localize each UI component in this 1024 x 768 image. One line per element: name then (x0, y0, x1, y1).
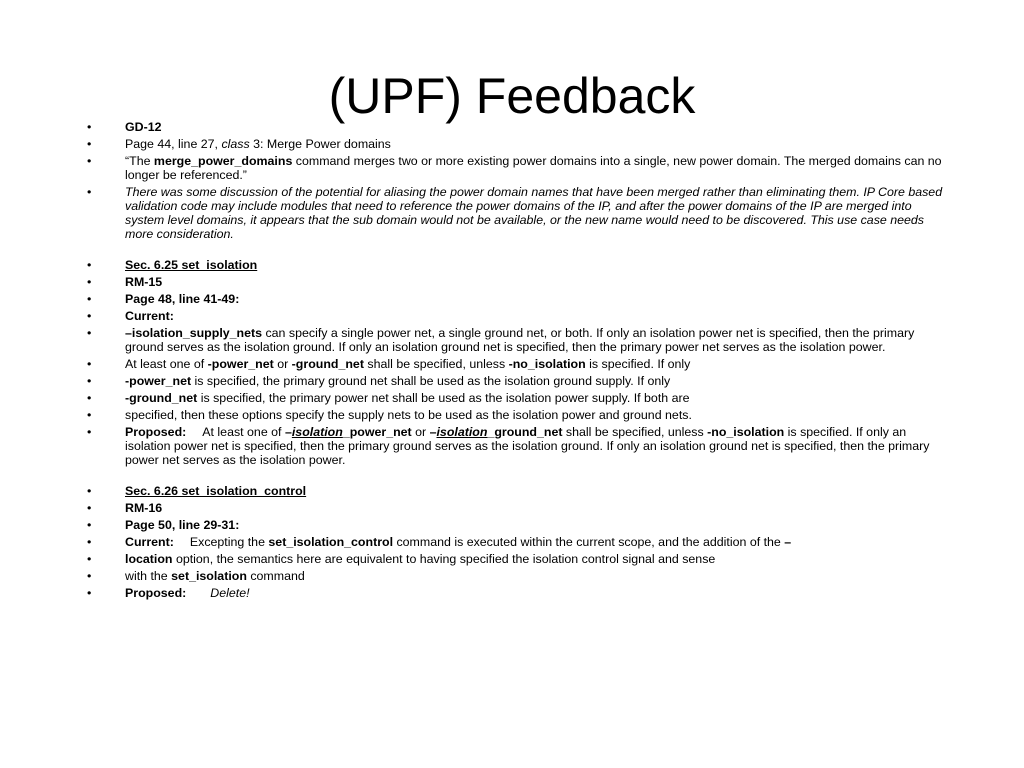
list-item: • -power_net is specified, the primary ground net shall be used as the isolation ground supply. If only (87, 374, 947, 388)
list-item: • with the set_isolation command (87, 569, 947, 583)
list-item: • “The merge_power_domains command merges two or more existing power domains into a single, new power domain. The merged domains can no longer be referenced.” (87, 154, 947, 182)
list-item: • -ground_net is specified, the primary power net shall be used as the isolation power supply. If both are (87, 391, 947, 405)
list-item: • Page 48, line 41-49: (87, 292, 947, 306)
list-item: • Sec. 6.26 set_isolation_control (87, 484, 947, 498)
list-item: • specified, then these options specify the supply nets to be used as the isolation power and ground nets. (87, 408, 947, 422)
list-item: • location option, the semantics here are equivalent to having specified the isolation control signal and sense (87, 552, 947, 566)
list-item: • Current: (87, 309, 947, 323)
slide-title: (UPF) Feedback (328, 68, 696, 124)
list-item: • There was some discussion of the potential for aliasing the power domain names that have been merged rather than eliminating them. IP Core based validation code may include modules that need to reference the power domains of the IP, and after the power domains of the IP are merged into system level domains, it appears that the sub domain would not be available, or the new name would need to be discovered. This use case needs more consideration. (87, 185, 947, 241)
list-item: • Current: Excepting the set_isolation_control command is executed within the current scope, and the addition of the – (87, 535, 947, 549)
list-item: • At least one of -power_net or -ground_net shall be specified, unless -no_isolation is specified. If only (87, 357, 947, 371)
list-item: • RM-15 (87, 275, 947, 289)
bullet-list (87, 120, 947, 603)
list-item: • RM-16 (87, 501, 947, 515)
list-item: • Sec. 6.25 set_isolation (87, 258, 947, 272)
list-item: • Proposed: At least one of –isolation_power_net or –isolation_ground_net shall be specified, unless -no_isolation is specified. If only an isolation power net is specified, then the primary ground serves as the isolation ground. If only an isolation ground net is specified, then the primary power net serves as the isolation power. (87, 425, 947, 467)
list-item: • Page 50, line 29-31: (87, 518, 947, 532)
list-item: • GD-12 (87, 120, 947, 134)
list-item: • Page 44, line 27, class 3: Merge Power domains (87, 137, 947, 151)
list-item: • –isolation_supply_nets can specify a single power net, a single ground net, or both. If only an isolation power net is specified, then the primary ground serves as the isolation ground. If only an isolation ground net is specified, then the primary power net serves as the isolation power. (87, 326, 947, 354)
list-item: • Proposed: Delete! (87, 586, 947, 600)
